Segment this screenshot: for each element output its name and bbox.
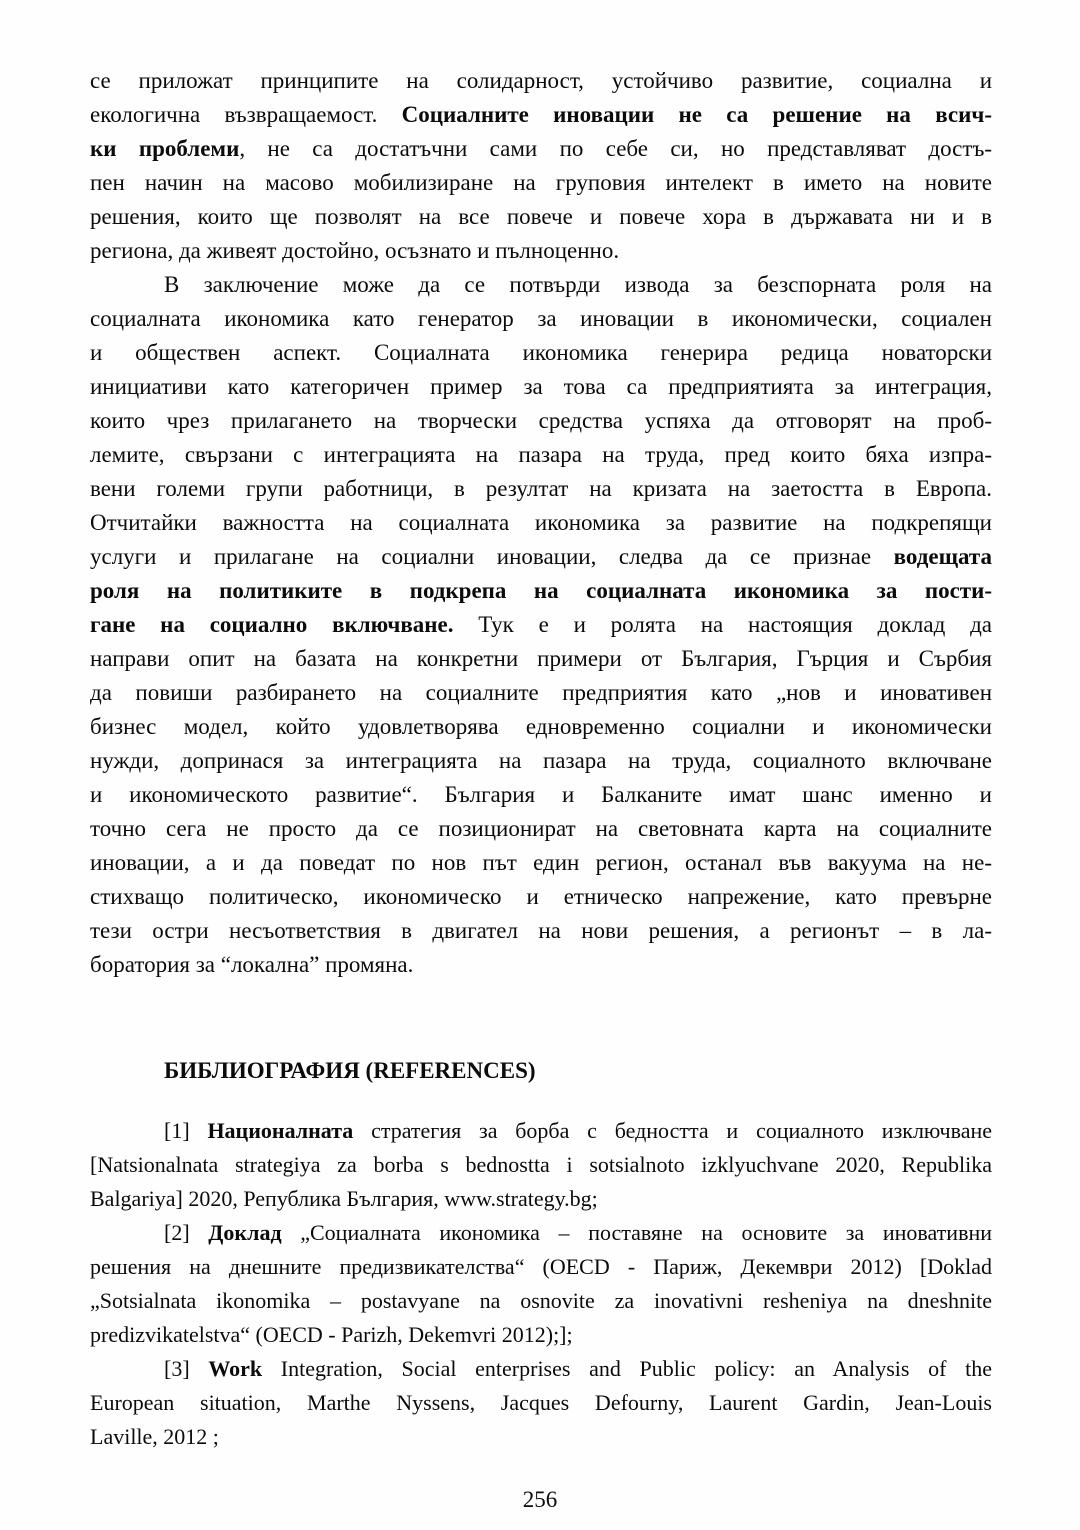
text-line xyxy=(90,1352,992,1386)
text-segment: Integration, Social enterprises and Public policy: an Analysis of the xyxy=(262,1356,992,1381)
text-segment: [Natsionalnata strategiya za borba s bednostta i sotsialnoto izklyuchvane 2020, Republika xyxy=(90,1152,992,1177)
text-segment: стратегия за борба с бедността и социалното изключване xyxy=(353,1118,992,1143)
text-line xyxy=(90,1182,992,1216)
text-line xyxy=(90,642,992,676)
body-paragraphs xyxy=(90,64,992,982)
bold-text-segment: роля на политиките в подкрепа на социалната икономика за пости- xyxy=(90,578,992,603)
reference-item xyxy=(90,1352,992,1454)
text-line xyxy=(90,336,992,370)
text-line xyxy=(90,1284,992,1318)
text-column xyxy=(90,64,992,1454)
text-line xyxy=(90,64,992,98)
text-segment: predizvikatelstva“ (OECD - Parizh, Dekemvri 2012);]; xyxy=(90,1322,573,1347)
text-line xyxy=(90,1386,992,1420)
text-segment: пен начин на масово мобилизиране на груповия интелект в името на новите xyxy=(90,170,992,195)
text-segment: стихващо политическо, икономическо и етническо напрежение, като превърне xyxy=(90,884,992,909)
text-line xyxy=(90,710,992,744)
text-segment: инициативи като категоричен пример за това са предприятията за интеграция, xyxy=(90,374,992,399)
text-line xyxy=(90,880,992,914)
text-line xyxy=(90,1114,992,1148)
text-segment: точно сега не просто да се позиционират на световната карта на социалните xyxy=(90,816,992,841)
bold-text-segment: водещата xyxy=(893,544,992,569)
text-line xyxy=(90,166,992,200)
text-line xyxy=(90,914,992,948)
text-segment: „Sotsialnata ikonomika – postavyane na osnovite za inovativni resheniya na dneshnite xyxy=(90,1288,992,1313)
text-line xyxy=(90,812,992,846)
paragraph xyxy=(90,64,992,268)
text-segment: тези остри несъответствия в двигател на нови решения, а регионът – в ла- xyxy=(90,918,992,943)
text-segment: да повиши разбирането на социалните предприятия като „нов и иновативен xyxy=(90,680,992,705)
text-segment: Тук е и ролята на настоящия доклад да xyxy=(453,612,992,637)
text-line xyxy=(90,302,992,336)
text-segment: Balgariya] 2020, Република България, www.strategy.bg; xyxy=(90,1186,598,1211)
text-segment: „Социалната икономика – поставяне на основите за иновативни xyxy=(281,1220,992,1245)
reference-item xyxy=(90,1216,992,1352)
text-segment: Отчитайки важността на социалната икономика за развитие на подкрепящи xyxy=(90,510,992,535)
text-line xyxy=(90,676,992,710)
text-line xyxy=(90,132,992,166)
text-segment: Laville, 2012 ; xyxy=(90,1424,219,1449)
text-segment: решения, които ще позволят на все повече и повече хора в държавата ни и в xyxy=(90,204,992,229)
text-segment: направи опит на базата на конкретни примери от България, Гърция и Сърбия xyxy=(90,646,992,671)
text-line xyxy=(90,1250,992,1284)
text-line xyxy=(90,1420,992,1454)
text-line xyxy=(90,1148,992,1182)
text-line xyxy=(90,438,992,472)
text-segment: [3] xyxy=(164,1356,209,1381)
text-line xyxy=(90,1318,992,1352)
text-segment: European situation, Marthe Nyssens, Jacques Defourny, Laurent Gardin, Jean-Louis xyxy=(90,1390,992,1415)
text-segment: региона, да живеят достойно, осъзнато и пълноценно. xyxy=(90,238,620,263)
text-segment: [1] xyxy=(164,1118,208,1143)
text-segment: боратория за “локална” промяна. xyxy=(90,952,414,977)
text-line xyxy=(90,472,992,506)
text-segment: лемите, свързани с интеграцията на пазара на труда, пред които бяха изпра- xyxy=(90,442,992,467)
text-segment: вени големи групи работници, в резултат на кризата на заетостта в Европа. xyxy=(90,476,992,501)
paragraph xyxy=(90,268,992,982)
text-line xyxy=(90,1216,992,1250)
text-segment: екологична възвращаемост. xyxy=(90,102,402,127)
reference-list xyxy=(90,1114,992,1454)
text-line xyxy=(90,778,992,812)
text-line xyxy=(90,98,992,132)
text-line xyxy=(90,608,992,642)
text-line xyxy=(90,540,992,574)
text-segment: бизнес модел, който удовлетворява едновременно социални и икономически xyxy=(90,714,992,739)
text-segment: и обществен аспект. Социалната икономика генерира редица новаторски xyxy=(90,340,992,365)
text-line xyxy=(90,234,992,268)
text-segment: , не са достатъчни сами по себе си, но представляват достъ- xyxy=(239,136,992,161)
text-segment: В заключение може да се потвърди извода за безспорната роля на xyxy=(164,272,992,297)
text-line xyxy=(90,846,992,880)
text-line xyxy=(90,574,992,608)
text-segment: услуги и прилагане на социални иновации, следва да се признае xyxy=(90,544,894,569)
reference-item xyxy=(90,1114,992,1216)
bold-text-segment: Доклад xyxy=(208,1220,282,1245)
text-line xyxy=(90,404,992,438)
bold-text-segment: Социалните иновации не са решение на всич- xyxy=(401,102,993,127)
text-segment: и икономическото развитие“. България и Балканите имат шанс именно и xyxy=(90,782,992,807)
text-segment: социалната икономика като генератор за иновации в икономически, социален xyxy=(90,306,992,331)
bibliography-heading: БИБЛИОГРАФИЯ (REFERENCES) xyxy=(164,1058,536,1083)
bold-text-segment: гане на социално включване. xyxy=(90,612,454,637)
bold-text-segment: Work xyxy=(208,1356,263,1381)
text-segment: иновации, а и да поведат по нов път един регион, останал във вакуума на не- xyxy=(90,850,992,875)
bold-text-segment: Националната xyxy=(207,1118,354,1143)
text-line xyxy=(90,948,992,982)
text-segment: решения на днешните предизвикателства“ (OECD - Париж, Декември 2012) [Doklad xyxy=(90,1254,992,1279)
text-segment: които чрез прилагането на творчески средства успяха да отговорят на проб- xyxy=(90,408,992,433)
text-segment: се приложат принципите на солидарност, устойчиво развитие, социална и xyxy=(90,68,992,93)
text-segment: нужди, допринася за интеграцията на пазара на труда, социалното включване xyxy=(90,748,992,773)
text-segment: [2] xyxy=(164,1220,209,1245)
text-line xyxy=(90,370,992,404)
text-line xyxy=(90,744,992,778)
page-number: 256 xyxy=(522,1487,558,1512)
text-line xyxy=(90,506,992,540)
bold-text-segment: ки проблеми xyxy=(90,136,240,161)
text-line xyxy=(90,200,992,234)
text-line xyxy=(90,268,992,302)
